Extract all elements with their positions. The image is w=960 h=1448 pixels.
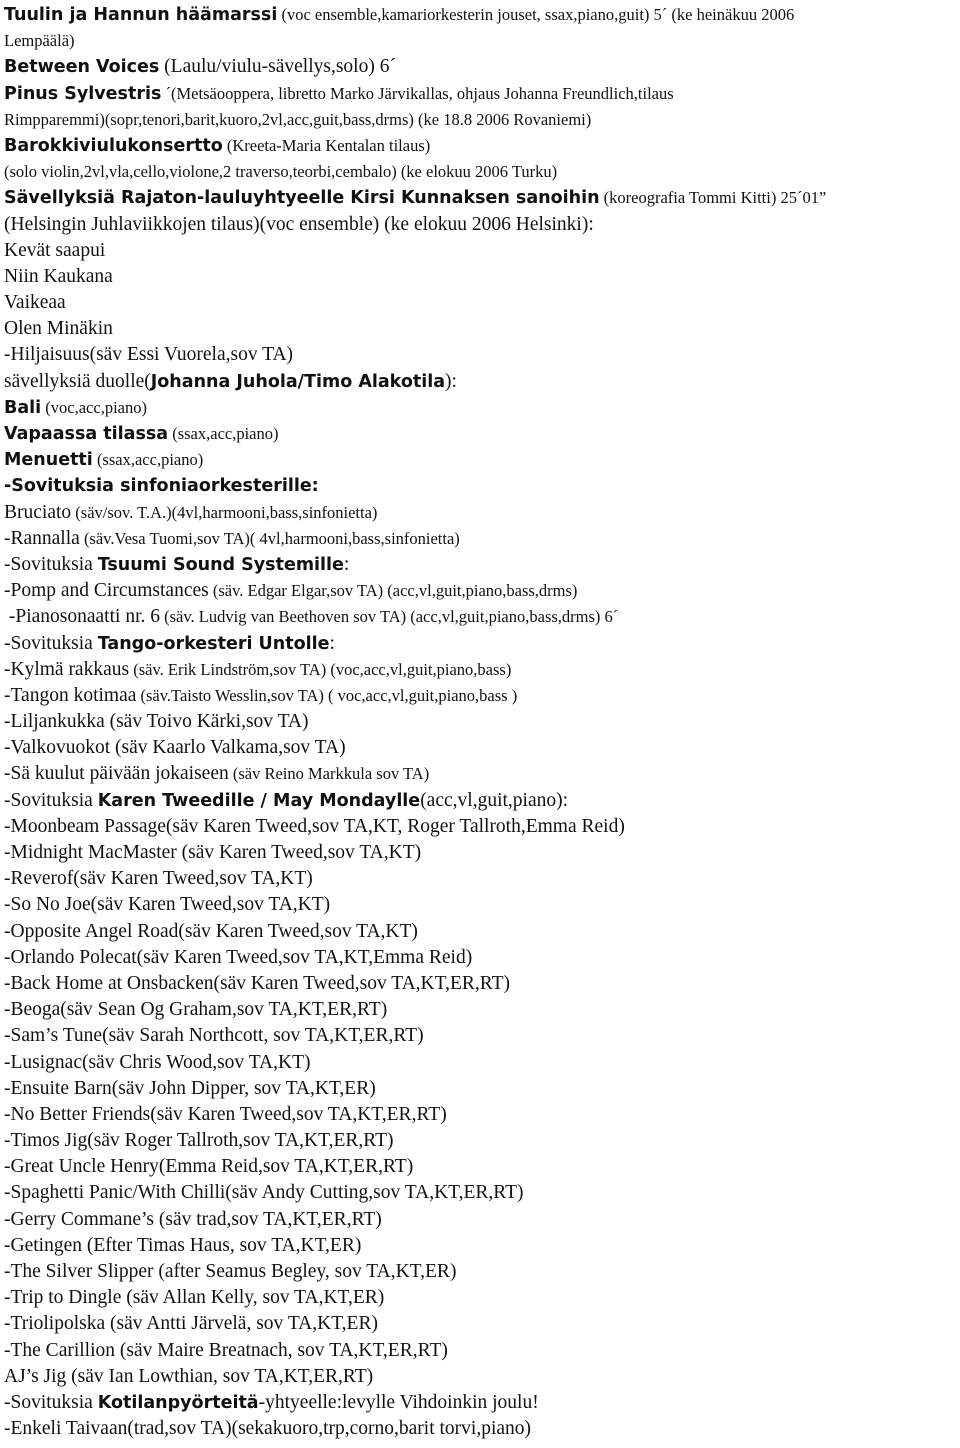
text-segment: -Reverof(säv Karen Tweed,sov TA,KT) bbox=[4, 868, 313, 890]
bold-segment: Tsuumi Sound Systemille bbox=[97, 554, 344, 575]
text-segment: -Kylmä rakkaus bbox=[4, 658, 130, 680]
text-segment: -Sovituksia bbox=[4, 632, 98, 654]
text-segment: ): bbox=[445, 370, 457, 392]
text-segment: -yhtyeelle:levylle Vihdoinkin joulu! bbox=[258, 1391, 539, 1413]
text-line bbox=[4, 709, 960, 735]
text-segment: -Tangon kotimaa bbox=[4, 684, 137, 706]
text-line bbox=[4, 107, 960, 133]
bold-segment: Karen Tweedille / May Mondaylle bbox=[97, 790, 421, 811]
bold-segment: Tango-orkesteri Untolle bbox=[97, 633, 330, 654]
text-segment: Lempäälä) bbox=[4, 31, 75, 51]
text-segment: (voc ensemble,kamariorkesterin jouset, ssax,piano,guit) 5´ (ke heinäkuu 2006 bbox=[277, 5, 795, 24]
text-segment: -Sä kuulut päivään jokaiseen bbox=[4, 763, 229, 785]
text-line bbox=[4, 290, 960, 316]
text-line bbox=[4, 185, 960, 211]
text-line bbox=[4, 683, 960, 709]
text-line bbox=[4, 526, 960, 552]
text-line bbox=[4, 788, 960, 814]
text-segment: -So No Joe(säv Karen Tweed,sov TA,KT) bbox=[4, 894, 331, 916]
text-segment: -The Silver Slipper (after Seamus Begley, sov TA,KT,ER) bbox=[4, 1261, 457, 1282]
text-segment: (säv.Taisto Wesslin,sov TA) ( voc,acc,vl,guit,piano,bass ) bbox=[136, 685, 518, 705]
bold-segment: Bali bbox=[4, 397, 42, 418]
bold-segment: Pinus Sylvestris bbox=[4, 83, 162, 104]
text-line bbox=[4, 28, 960, 54]
text-segment: -Lusignac(säv Chris Wood,sov TA,KT) bbox=[4, 1051, 311, 1073]
text-segment: (voc,acc,piano) bbox=[41, 397, 147, 417]
text-segment: -Rannalla bbox=[4, 527, 80, 549]
text-line bbox=[4, 1128, 960, 1154]
text-line bbox=[4, 1154, 960, 1180]
text-segment: -Triolipolska (säv Antti Järvelä, sov TA,KT,ER) bbox=[4, 1313, 378, 1335]
text-segment: -Beoga(säv Sean Og Graham,sov TA,KT,ER,RT) bbox=[4, 999, 388, 1021]
text-line bbox=[4, 971, 960, 997]
bold-segment: Vapaassa tilassa bbox=[4, 424, 169, 444]
text-line bbox=[4, 657, 960, 683]
text-segment: (Kreeta-Maria Kentalan tilaus) bbox=[222, 135, 431, 155]
text-segment: Rimpparemmi)(sopr,tenori,barit,kuoro,2vl,acc,guit,bass,drms) (ke 18.8 2006 Rovaniemi) bbox=[4, 109, 592, 129]
text-line bbox=[4, 552, 960, 578]
text-segment: Vaikeaa bbox=[4, 292, 66, 314]
text-line bbox=[4, 840, 960, 866]
bold-segment: Between Voices bbox=[4, 57, 160, 78]
text-segment: -Getingen (Efter Timas Haus, sov TA,KT,ER) bbox=[4, 1234, 362, 1256]
text-segment: -Midnight MacMaster (säv Karen Tweed,sov TA,KT) bbox=[4, 842, 422, 863]
text-segment: -Enkeli Taivaan(trad,sov TA)(sekakuoro,trp,corno,barit torvi,piano) bbox=[4, 1418, 532, 1440]
text-segment: Kevät saapui bbox=[4, 239, 106, 261]
text-line bbox=[4, 866, 960, 892]
text-line bbox=[4, 133, 960, 159]
text-line bbox=[4, 1311, 960, 1337]
text-segment: Olen Minäkin bbox=[4, 318, 113, 340]
text-segment: -Trip to Dingle (säv Allan Kelly, sov TA,KT,ER) bbox=[4, 1287, 385, 1309]
bold-segment: Barokkiviulukonsertto bbox=[4, 135, 223, 156]
text-segment: -Great Uncle Henry(Emma Reid,sov TA,KT,ER,RT) bbox=[4, 1156, 414, 1178]
text-segment: -Spaghetti Panic/With Chilli(säv Andy Cutting,sov TA,KT,ER,RT) bbox=[4, 1182, 524, 1204]
text-line bbox=[4, 578, 960, 604]
text-segment: : bbox=[343, 553, 350, 575]
text-line bbox=[4, 500, 960, 526]
text-line bbox=[4, 1207, 960, 1233]
text-segment: Bruciato bbox=[4, 501, 72, 523]
text-line bbox=[4, 316, 960, 342]
text-segment: -Opposite Angel Road(säv Karen Tweed,sov TA,KT) bbox=[4, 920, 418, 942]
text-line bbox=[4, 997, 960, 1023]
text-line bbox=[4, 1180, 960, 1206]
text-line bbox=[4, 945, 960, 971]
text-line bbox=[4, 1259, 960, 1285]
text-line bbox=[4, 342, 960, 368]
text-line bbox=[4, 1364, 960, 1390]
text-line bbox=[4, 369, 960, 395]
text-line bbox=[4, 1390, 960, 1416]
bold-segment: Menuetti bbox=[4, 450, 93, 471]
bold-segment: Johanna Juhola/Timo Alakotila bbox=[150, 371, 446, 392]
text-line bbox=[4, 2, 960, 28]
text-segment: -Sovituksia bbox=[4, 789, 98, 811]
text-segment: (koreografia Tommi Kitti) 25´01” bbox=[599, 188, 827, 208]
text-line bbox=[4, 264, 960, 290]
bold-segment: Kotilanpyörteitä bbox=[97, 1392, 259, 1413]
text-segment: (Laulu/viulu-sävellys,solo) 6´ bbox=[159, 56, 396, 78]
text-segment: -Orlando Polecat(säv Karen Tweed,sov TA,KT,Emma Reid) bbox=[4, 946, 473, 968]
text-segment: -Timos Jig(säv Roger Tallroth,sov TA,KT,ER,RT) bbox=[4, 1130, 394, 1152]
text-line bbox=[4, 631, 960, 657]
text-segment: -No Better Friends(säv Karen Tweed,sov TA,KT,ER,RT) bbox=[4, 1103, 447, 1125]
text-segment: (ssax,acc,piano) bbox=[92, 450, 204, 470]
text-segment: -Liljankukka (säv Toivo Kärki,sov TA) bbox=[4, 711, 309, 733]
text-segment: : bbox=[329, 632, 335, 654]
text-segment: -Sam’s Tune(säv Sarah Northcott, sov TA,KT,ER,RT) bbox=[4, 1025, 424, 1047]
text-segment: (acc,vl,guit,piano): bbox=[420, 789, 569, 811]
text-line bbox=[4, 159, 960, 185]
text-segment: (säv Reino Markkula sov TA) bbox=[228, 764, 430, 784]
text-segment: Niin Kaukana bbox=[4, 265, 113, 287]
text-segment: (säv.Vesa Tuomi,sov TA)( 4vl,harmooni,bass,sinfonietta) bbox=[79, 528, 460, 548]
text-segment: (säv. Ludvig van Beethoven sov TA) (acc,vl,guit,piano,bass,drms) 6´ bbox=[159, 607, 619, 627]
text-segment: -The Carillion (säv Maire Breatnach, sov TA,KT,ER,RT) bbox=[4, 1339, 448, 1361]
text-line bbox=[4, 1338, 960, 1364]
text-segment: (säv. Erik Lindström,sov TA) (voc,acc,vl,guit,piano,bass) bbox=[129, 659, 512, 679]
text-line bbox=[4, 814, 960, 840]
text-segment: (solo violin,2vl,vla,cello,violone,2 traverso,teorbi,cembalo) (ke elokuu 2006 Turku) bbox=[4, 162, 558, 182]
text-line bbox=[4, 81, 960, 107]
text-line bbox=[4, 1050, 960, 1076]
text-segment: (säv/sov. T.A.)(4vl,harmooni,bass,sinfonietta) bbox=[71, 502, 378, 522]
text-line bbox=[4, 1102, 960, 1128]
text-segment: -Pomp and Circumstances bbox=[4, 580, 209, 602]
text-line bbox=[4, 1285, 960, 1311]
text-segment: ´(Metsäooppera, libretto Marko Järvikallas, ohjaus Johanna Freundlich,tilaus bbox=[161, 83, 674, 103]
text-line bbox=[4, 1416, 960, 1442]
text-line bbox=[4, 447, 960, 473]
text-line bbox=[4, 761, 960, 787]
text-line bbox=[4, 395, 960, 421]
text-line bbox=[4, 604, 960, 630]
text-line bbox=[4, 54, 960, 80]
text-segment: -Back Home at Onsbacken(säv Karen Tweed,sov TA,KT,ER,RT) bbox=[4, 972, 511, 994]
bold-segment: Tuulin ja Hannun häämarssi bbox=[4, 5, 278, 25]
text-segment: (Helsingin Juhlaviikkojen tilaus)(voc ensemble) (ke elokuu 2006 Helsinki): bbox=[4, 213, 594, 235]
text-line bbox=[4, 892, 960, 918]
text-line bbox=[4, 238, 960, 264]
text-segment: sävellyksiä duolle( bbox=[4, 370, 151, 392]
text-segment: -Pianosonaatti nr. 6 bbox=[4, 606, 160, 628]
text-segment: -Hiljaisuus(säv Essi Vuorela,sov TA) bbox=[4, 344, 294, 366]
text-line bbox=[4, 1023, 960, 1049]
text-segment: -Valkovuokot (säv Kaarlo Valkama,sov TA) bbox=[4, 737, 346, 759]
text-line bbox=[4, 1233, 960, 1259]
text-line bbox=[4, 735, 960, 761]
text-line bbox=[4, 919, 960, 945]
text-segment: -Sovituksia bbox=[4, 1391, 98, 1413]
text-line bbox=[4, 421, 960, 447]
text-line bbox=[4, 212, 960, 238]
bold-segment: Sävellyksiä Rajaton-lauluyhtyeelle Kirsi Kunnaksen sanoihin bbox=[4, 188, 600, 209]
bold-segment: -Sovituksia sinfoniaorkesterille: bbox=[4, 476, 319, 497]
text-segment: (säv. Edgar Elgar,sov TA) (acc,vl,guit,piano,bass,drms) bbox=[208, 581, 578, 601]
text-segment: -Ensuite Barn(säv John Dipper, sov TA,KT,ER) bbox=[4, 1077, 376, 1099]
text-segment: -Moonbeam Passage(säv Karen Tweed,sov TA,KT, Roger Tallroth,Emma Reid) bbox=[4, 815, 625, 837]
text-line bbox=[4, 1076, 960, 1102]
text-line bbox=[4, 473, 960, 499]
text-segment: (ssax,acc,piano) bbox=[168, 424, 279, 443]
text-segment: -Sovituksia bbox=[4, 553, 98, 575]
text-segment: AJ’s Jig (säv Ian Lowthian, sov TA,KT,ER,RT) bbox=[4, 1365, 374, 1387]
text-segment: -Gerry Commane’s (säv trad,sov TA,KT,ER,RT) bbox=[4, 1208, 382, 1230]
